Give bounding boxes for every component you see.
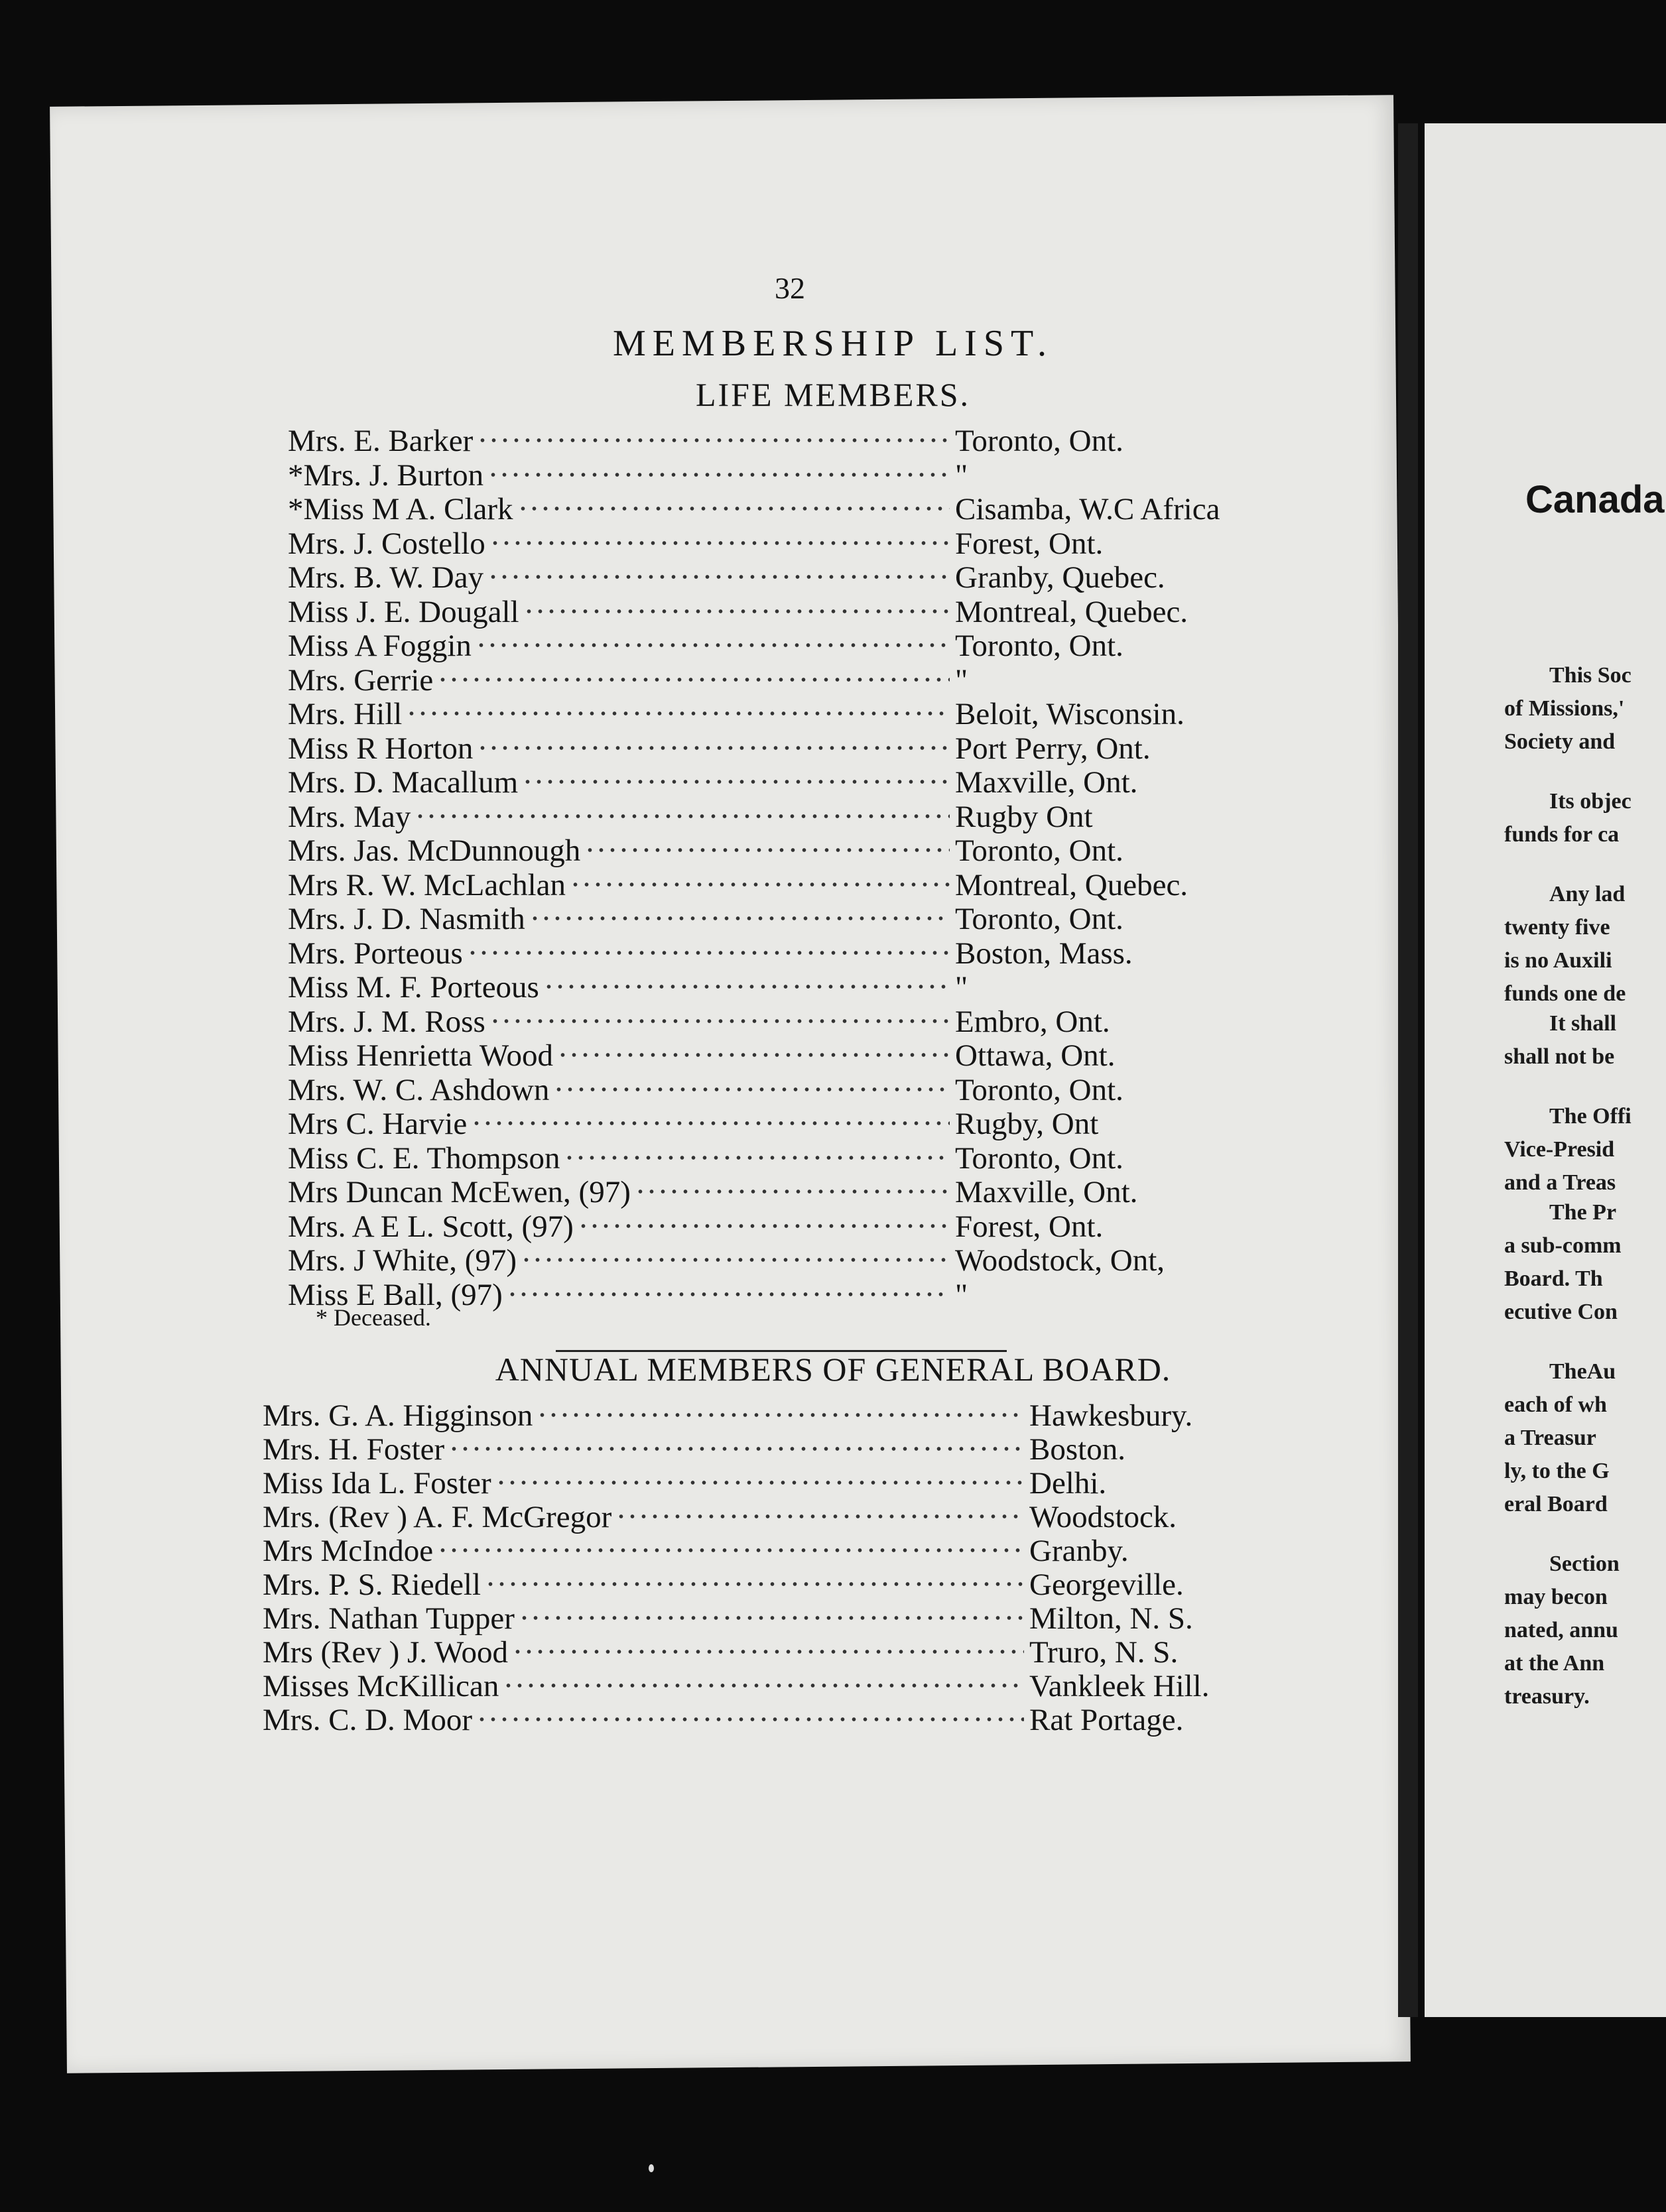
member-place: Embro, Ont. xyxy=(955,1004,1110,1039)
member-name: Mrs R. W. McLachlan xyxy=(288,867,566,902)
leader-dots xyxy=(553,1081,950,1095)
leader-dots xyxy=(477,432,950,446)
member-name: Mrs. (Rev ) A. F. McGregor xyxy=(263,1500,612,1534)
member-place: Montreal, Quebec. xyxy=(955,867,1188,902)
member-place: Maxville, Ont. xyxy=(955,765,1138,800)
annual-member-row xyxy=(263,1432,1300,1467)
life-member-row xyxy=(288,423,1300,459)
life-member-row xyxy=(288,491,1300,527)
leader-dots xyxy=(507,1286,950,1300)
life-member-row xyxy=(288,731,1300,767)
leader-dots xyxy=(523,603,950,617)
leader-dots xyxy=(615,1508,1024,1522)
member-name: Miss J. E. Dougall xyxy=(288,594,519,629)
member-place: Granby, Quebec. xyxy=(955,560,1165,595)
life-member-row xyxy=(288,936,1300,971)
leader-dots xyxy=(543,979,950,992)
member-name: Mrs. Hill xyxy=(288,697,403,731)
member-name: Mrs. J White, (97) xyxy=(288,1243,517,1278)
annual-member-row xyxy=(263,1668,1300,1704)
leader-dots xyxy=(489,535,950,548)
life-member-row xyxy=(288,458,1300,493)
leader-dots xyxy=(477,740,950,753)
member-place: Woodstock, Ont, xyxy=(955,1243,1165,1278)
leader-dots xyxy=(485,1576,1024,1589)
member-name: Mrs McIndoe xyxy=(263,1534,434,1568)
leader-dots xyxy=(564,1150,950,1163)
right-page-line: a Treasur xyxy=(1504,1426,1596,1450)
member-name: Mrs. J. D. Nasmith xyxy=(288,902,525,936)
leader-dots xyxy=(503,1678,1024,1691)
member-name: Mrs. B. W. Day xyxy=(288,560,484,595)
leader-dots xyxy=(537,1407,1024,1420)
annual-member-row xyxy=(263,1634,1300,1670)
member-name: Mrs. J. M. Ross xyxy=(288,1004,485,1039)
annual-member-row xyxy=(263,1702,1300,1738)
member-name: Mrs. P. S. Riedell xyxy=(263,1567,481,1602)
right-page-line: a sub-comm xyxy=(1504,1233,1622,1258)
member-place: Ottawa, Ont. xyxy=(955,1038,1116,1073)
member-name: Mrs. D. Macallum xyxy=(288,765,519,800)
right-page-line: Section xyxy=(1549,1552,1620,1576)
member-place: Toronto, Ont. xyxy=(955,833,1123,868)
member-name: Mrs. Porteous xyxy=(288,936,463,971)
leader-dots xyxy=(406,706,950,719)
life-member-row xyxy=(288,901,1300,937)
member-place: Rugby, Ont xyxy=(955,1107,1099,1141)
film-speck xyxy=(649,2164,654,2172)
leader-dots xyxy=(635,1184,950,1197)
member-name: Mrs. G. A. Higginson xyxy=(263,1398,533,1433)
member-name: Mrs. A E L. Scott, (97) xyxy=(288,1209,574,1244)
life-member-row xyxy=(288,1004,1300,1040)
member-name: Miss Ida L. Foster xyxy=(263,1466,491,1501)
leader-dots xyxy=(489,1013,950,1026)
right-page-line: treasury. xyxy=(1504,1684,1590,1709)
member-place: " xyxy=(955,662,968,698)
member-place: Rat Portage. xyxy=(1029,1703,1184,1737)
member-name: Mrs. Jas. McDunnough xyxy=(288,833,581,868)
life-member-row xyxy=(288,1038,1300,1074)
life-member-row xyxy=(288,1072,1300,1108)
member-name: Mrs. C. D. Moor xyxy=(263,1703,472,1737)
member-place: Toronto, Ont. xyxy=(955,1140,1123,1176)
life-member-row xyxy=(288,662,1300,698)
member-name: *Mrs. J. Burton xyxy=(288,458,484,493)
right-page-line: twenty five xyxy=(1504,915,1610,940)
member-name: Miss C. E. Thompson xyxy=(288,1140,560,1176)
right-page-line: funds for ca xyxy=(1504,822,1620,847)
member-place: Toronto, Ont. xyxy=(955,1072,1123,1107)
life-member-row xyxy=(288,867,1300,903)
leader-dots xyxy=(487,569,950,582)
right-page-line: Any lad xyxy=(1549,882,1626,906)
annual-member-row xyxy=(263,1465,1300,1501)
member-name: Mrs. Gerrie xyxy=(288,662,434,698)
life-member-row xyxy=(288,526,1300,562)
member-name: Mrs. H. Foster xyxy=(263,1432,445,1467)
life-member-row xyxy=(288,1140,1300,1176)
life-member-row xyxy=(288,1106,1300,1142)
leader-dots xyxy=(578,1218,950,1231)
member-name: Misses McKillican xyxy=(263,1669,499,1703)
member-place: Vankleek Hill. xyxy=(1029,1669,1210,1703)
member-place: " xyxy=(955,1277,968,1312)
member-place: Georgeville. xyxy=(1029,1567,1184,1602)
right-page-line: Vice-Presid xyxy=(1504,1137,1615,1162)
life-member-row xyxy=(288,628,1300,664)
life-member-row xyxy=(288,1277,1300,1313)
life-member-row xyxy=(288,969,1300,1005)
member-place: Forest, Ont. xyxy=(955,1209,1104,1244)
member-place: Beloit, Wisconsin. xyxy=(955,697,1185,731)
right-page-line: ecutive Con xyxy=(1504,1300,1618,1324)
member-place: Hawkesbury. xyxy=(1029,1398,1193,1433)
leader-dots xyxy=(415,808,950,822)
member-place: Truro, N. S. xyxy=(1029,1635,1179,1670)
member-place: Toronto, Ont. xyxy=(955,629,1123,663)
deceased-note: * Deceased. xyxy=(316,1304,431,1331)
right-page-line: Board. Th xyxy=(1504,1266,1603,1291)
membership-list-title: MEMBERSHIP LIST. xyxy=(612,323,1054,364)
member-place: Woodstock. xyxy=(1029,1500,1177,1534)
member-place: Cisamba, W.C Africa xyxy=(955,492,1220,526)
leader-dots xyxy=(584,842,950,855)
member-name: Mrs Duncan McEwen, (97) xyxy=(288,1175,631,1209)
right-page-line: each of wh xyxy=(1504,1392,1607,1417)
member-place: Toronto, Ont. xyxy=(955,424,1123,458)
leader-dots xyxy=(437,1542,1024,1556)
leader-dots xyxy=(471,1115,950,1129)
leader-dots xyxy=(495,1475,1024,1488)
member-place: " xyxy=(955,458,968,493)
annual-members-heading: ANNUAL MEMBERS OF GENERAL BOARD. xyxy=(495,1351,1171,1388)
right-page-line: of Missions,' xyxy=(1504,696,1625,721)
leader-dots xyxy=(522,774,950,787)
member-name: Miss E Ball, (97) xyxy=(288,1277,503,1312)
member-name: Mrs. J. Costello xyxy=(288,526,485,561)
member-name: Mrs (Rev ) J. Wood xyxy=(263,1635,509,1670)
member-place: Rugby Ont xyxy=(955,799,1093,834)
right-page-line: TheAu xyxy=(1549,1359,1616,1384)
member-name: *Miss M A. Clark xyxy=(288,492,513,526)
annual-member-row xyxy=(263,1499,1300,1535)
leader-dots xyxy=(437,672,950,685)
member-place: Milton, N. S. xyxy=(1029,1601,1193,1636)
member-place: Maxville, Ont. xyxy=(955,1175,1138,1209)
member-name: Mrs. E. Barker xyxy=(288,424,474,458)
right-page-line: Its objec xyxy=(1549,789,1632,814)
life-members-heading: LIFE MEMBERS. xyxy=(695,376,971,413)
leader-dots xyxy=(448,1441,1024,1454)
right-page-line: shall not be xyxy=(1504,1044,1615,1069)
right-page-line: and a Treas xyxy=(1504,1170,1616,1195)
leader-dots xyxy=(519,1610,1024,1623)
leader-dots xyxy=(517,501,950,514)
annual-member-row xyxy=(263,1533,1300,1569)
life-member-row xyxy=(288,833,1300,869)
right-page-line: funds one de xyxy=(1504,981,1626,1006)
right-page-line: nated, annu xyxy=(1504,1618,1618,1642)
right-page-line: The Offi xyxy=(1549,1104,1632,1129)
member-place: Forest, Ont. xyxy=(955,526,1104,561)
right-page-line: at the Ann xyxy=(1504,1651,1605,1676)
member-name: Miss A Foggin xyxy=(288,629,472,663)
right-page-line: This Soc xyxy=(1549,663,1632,688)
page-number: 32 xyxy=(775,271,805,305)
leader-dots xyxy=(521,1252,950,1265)
life-member-row xyxy=(288,1174,1300,1210)
member-name: Miss Henrietta Wood xyxy=(288,1038,554,1073)
life-member-row xyxy=(288,1209,1300,1245)
leader-dots xyxy=(529,910,950,924)
leader-dots xyxy=(570,877,950,890)
member-name: Miss M. F. Porteous xyxy=(288,970,539,1005)
member-place: " xyxy=(955,970,968,1005)
leader-dots xyxy=(476,1711,1024,1725)
right-page-line: is no Auxili xyxy=(1504,948,1612,973)
member-name: Mrs. W. C. Ashdown xyxy=(288,1072,550,1107)
member-place: Port Perry, Ont. xyxy=(955,731,1151,766)
life-member-row xyxy=(288,696,1300,732)
member-name: Mrs C. Harvie xyxy=(288,1107,468,1141)
leader-dots xyxy=(557,1047,950,1060)
right-page-line: may becon xyxy=(1504,1585,1608,1609)
right-page-line: It shall xyxy=(1549,1011,1617,1036)
life-member-row xyxy=(288,799,1300,835)
member-place: Boston, Mass. xyxy=(955,936,1133,971)
member-place: Toronto, Ont. xyxy=(955,902,1123,936)
member-place: Delhi. xyxy=(1029,1466,1107,1501)
right-page-heading: Canada xyxy=(1525,478,1665,521)
leader-dots xyxy=(467,945,950,958)
member-name: Mrs. Nathan Tupper xyxy=(263,1601,515,1636)
life-member-row xyxy=(288,1243,1300,1278)
annual-member-row xyxy=(263,1601,1300,1636)
leader-dots xyxy=(487,467,950,480)
annual-member-row xyxy=(263,1398,1300,1434)
right-page-line: eral Board xyxy=(1504,1492,1608,1516)
right-page-line: ly, to the G xyxy=(1504,1459,1610,1483)
member-place: Granby. xyxy=(1029,1534,1129,1568)
member-name: Mrs. May xyxy=(288,799,411,834)
leader-dots xyxy=(476,637,950,650)
life-member-row xyxy=(288,594,1300,630)
life-member-row xyxy=(288,560,1300,595)
member-place: Montreal, Quebec. xyxy=(955,594,1188,629)
member-name: Miss R Horton xyxy=(288,731,474,766)
member-place: Boston. xyxy=(1029,1432,1125,1467)
leader-dots xyxy=(512,1644,1024,1657)
life-member-row xyxy=(288,765,1300,800)
right-page-line: Society and xyxy=(1504,729,1616,754)
right-page-line: The Pr xyxy=(1549,1200,1617,1225)
annual-member-row xyxy=(263,1567,1300,1603)
